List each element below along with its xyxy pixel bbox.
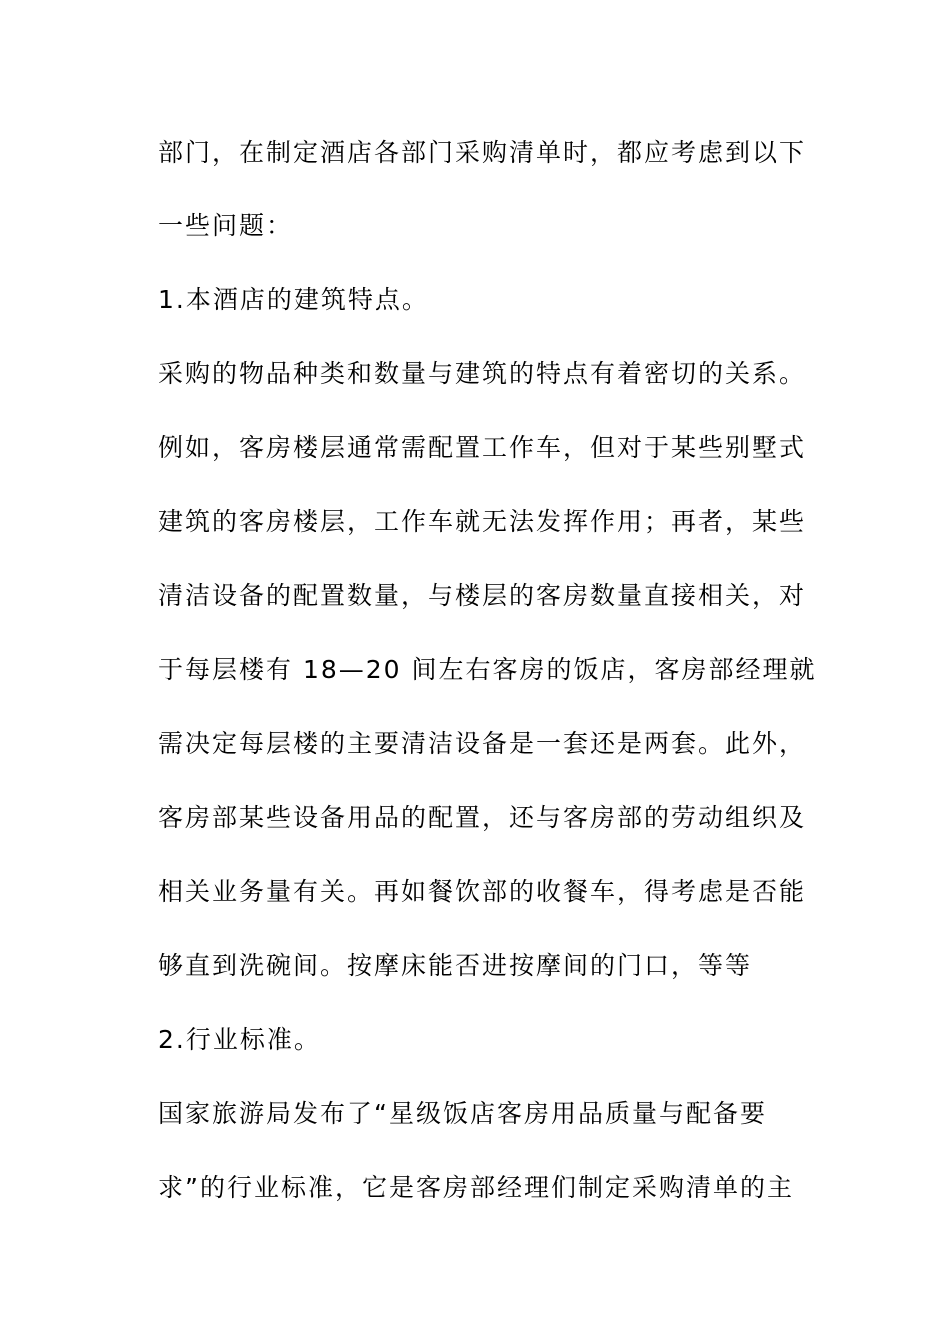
paragraph-line: 部门，在制定酒店各部门采购清单时，都应考虑到以下 bbox=[158, 138, 807, 167]
paragraph-line: 例如，客房楼层通常需配置工作车，但对于某些别墅式 bbox=[158, 433, 807, 462]
section-heading: 1.本酒店的建筑特点。 bbox=[158, 285, 429, 314]
paragraph-line: 够直到洗碗间。按摩床能否进按摩间的门口，等等 bbox=[158, 951, 753, 980]
paragraph-line: 客房部某些设备用品的配置，还与客房部的劳动组织及 bbox=[158, 803, 807, 832]
paragraph-line: 采购的物品种类和数量与建筑的特点有着密切的关系。 bbox=[158, 359, 807, 388]
paragraph-line: 建筑的客房楼层，工作车就无法发挥作用；再者，某些 bbox=[158, 507, 807, 536]
paragraph-line: 求”的行业标准，它是客房部经理们制定采购清单的主 bbox=[158, 1173, 794, 1202]
paragraph-line: 一些问题： bbox=[158, 211, 294, 240]
paragraph-line: 相关业务量有关。再如餐饮部的收餐车，得考虑是否能 bbox=[158, 877, 807, 906]
paragraph-line: 需决定每层楼的主要清洁设备是一套还是两套。此外， bbox=[158, 729, 807, 758]
section-heading: 2.行业标准。 bbox=[158, 1025, 321, 1054]
paragraph-line: 国家旅游局发布了“星级饭店客房用品质量与配备要 bbox=[158, 1099, 767, 1128]
paragraph-line: 于每层楼有 18—20 间左右客房的饭店，客房部经理就 bbox=[158, 655, 817, 684]
paragraph-line: 清洁设备的配置数量，与楼层的客房数量直接相关，对 bbox=[158, 581, 807, 610]
